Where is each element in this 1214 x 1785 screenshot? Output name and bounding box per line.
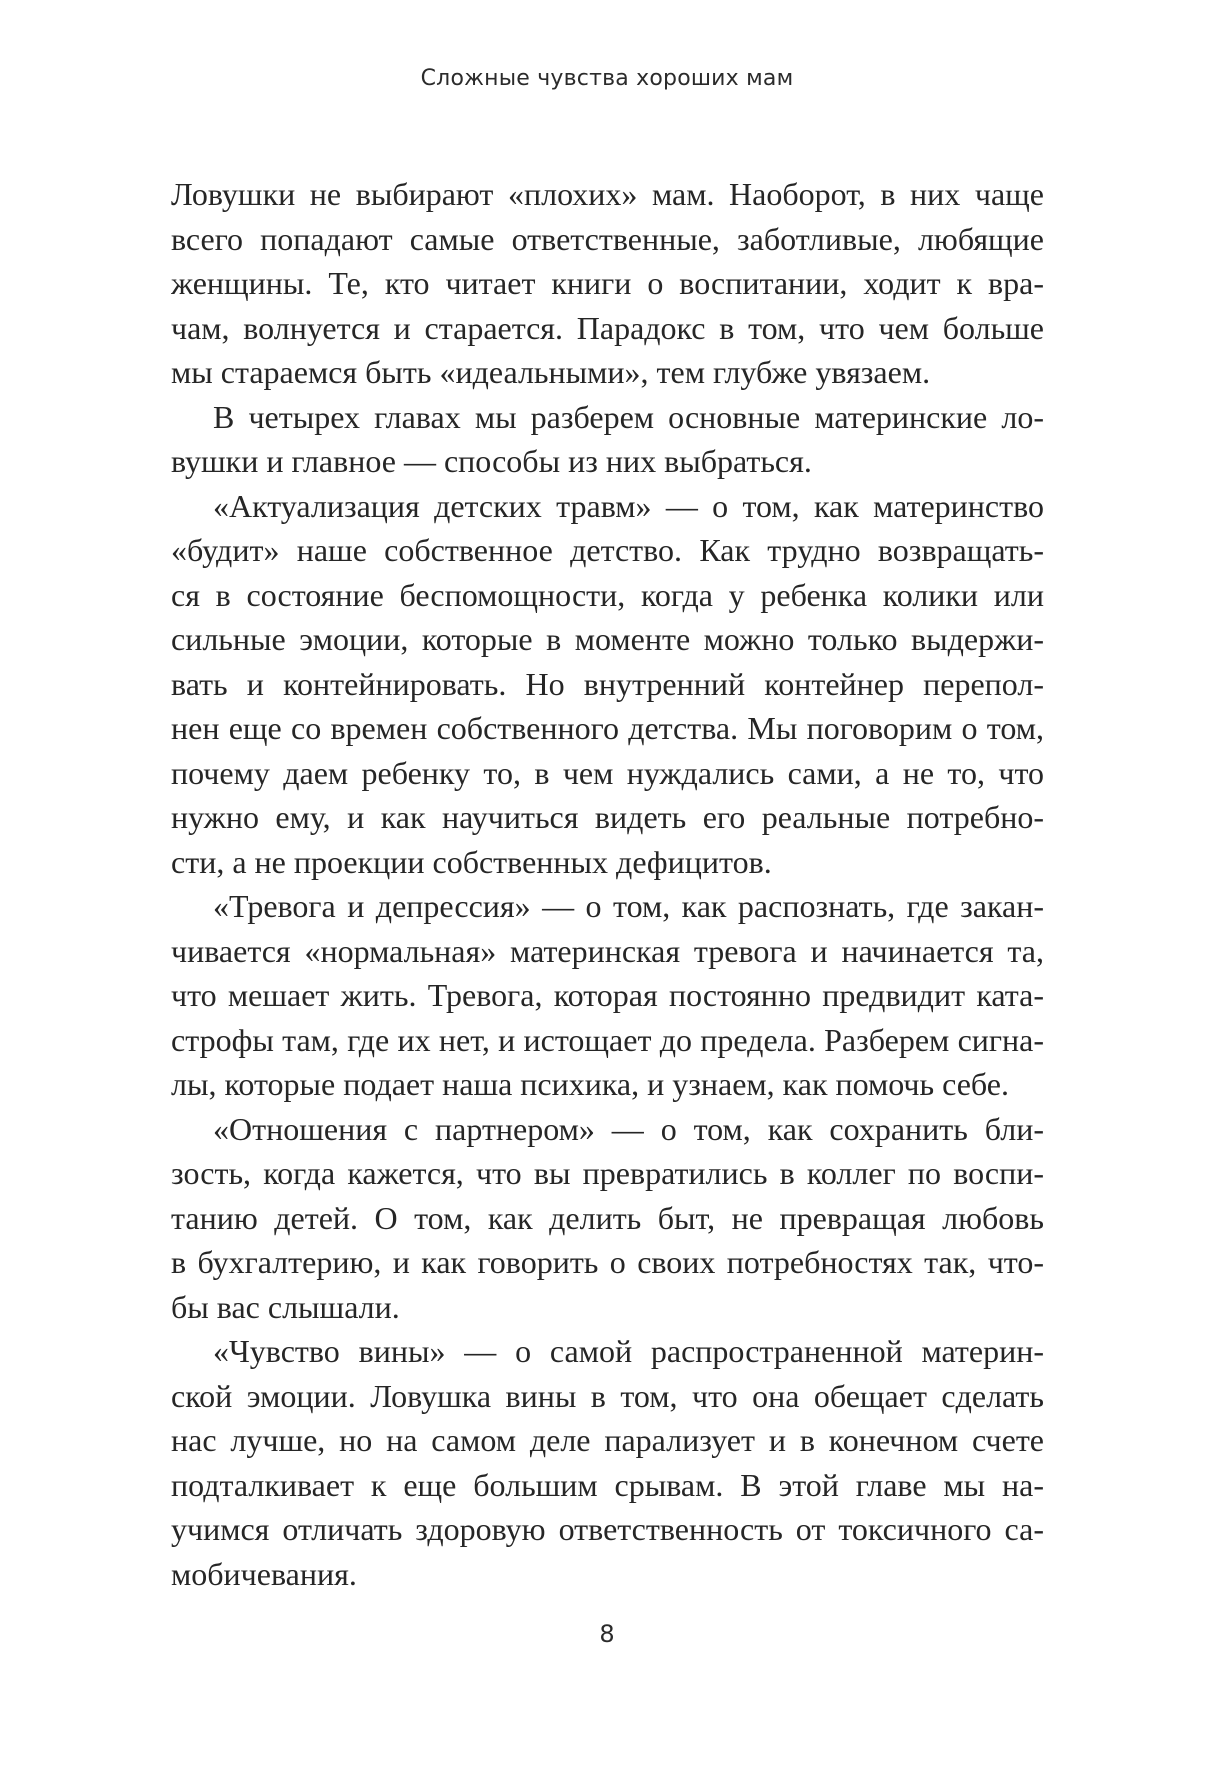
text-line: сти, а не проекции собственных дефицитов. [171,843,772,880]
text-line: нас лучше, но на самом деле парализует и в конечном счете [171,1422,1044,1458]
running-head: Сложные чувства хороших мам [420,66,794,91]
text-line: нен еще со времен собственного детства. Мы поговорим о том, [171,710,1044,746]
paragraph [171,172,1044,395]
text-line: подталкивает к еще большим срывам. В этой главе мы на- [171,1466,1044,1503]
page-number: 8 [599,1620,615,1648]
text-line: всего попадают самые ответственные, заботливые, любящие [171,220,1044,257]
paragraph [171,484,1044,885]
text-line: мы стараемся быть «идеальными», тем глубже увязаем. [171,354,931,390]
text-line: почему даем ребенку то, в чем нуждались сами, а не то, что [171,754,1044,791]
paragraph [171,1329,1044,1596]
text-line: В четырех главах мы разберем основные материнские ло- [213,398,1044,435]
text-line: вать и контейнировать. Но внутренний контейнер перепол- [171,665,1044,702]
paragraph [171,884,1044,1107]
paragraph [171,395,1044,484]
text-line: лы, которые подает наша психика, и узнаем, как помочь себе. [171,1066,1009,1102]
text-line: чивается «нормальная» материнская тревога и начинается та, [171,932,1044,969]
paragraph [171,1107,1044,1330]
text-line: «Отношения с партнером» — о том, как сохранить бли- [213,1110,1044,1147]
text-line: «Актуализация детских травм» — о том, как материнство [213,487,1044,524]
text-line: «будит» наше собственное детство. Как трудно возвращать- [171,532,1044,568]
text-line: сильные эмоции, которые в моменте можно только выдержи- [171,621,1044,657]
text-line: ся в состояние беспомощности, когда у ребенка колики или [171,576,1044,613]
text-line: чам, волнуется и старается. Парадокс в том, что чем больше [171,309,1044,346]
text-line: зость, когда кажется, что вы превратились в коллег по воспи- [171,1155,1044,1191]
text-line: танию детей. О том, как делить быт, не превращая любовь [171,1199,1044,1236]
text-line: нужно ему, и как научиться видеть его реальные потребно- [171,799,1044,835]
text-line: мобичевания. [171,1555,357,1592]
body-text [171,172,1044,1596]
text-line: женщины. Те, кто читает книги о воспитании, ходит к вра- [171,265,1044,301]
text-line: в бухгалтерию, и как говорить о своих потребностях так, что- [171,1244,1044,1280]
text-line: ской эмоции. Ловушка вины в том, что она обещает сделать [171,1377,1044,1414]
text-line: строфы там, где их нет, и истощает до предела. Разберем сигна- [171,1021,1044,1058]
text-line: «Чувство вины» — о самой распространенной материн- [213,1333,1044,1369]
text-line: что мешает жить. Тревога, которая постоянно предвидит ката- [171,977,1044,1013]
text-line: Ловушки не выбирают «плохих» мам. Наоборот, в них чаще [171,176,1044,212]
text-line: учимся отличать здоровую ответственность от токсичного са- [171,1511,1044,1547]
text-line: бы вас слышали. [171,1288,400,1325]
text-line: «Тревога и депрессия» — о том, как распознать, где закан- [213,888,1044,924]
text-line: вушки и главное — способы из них выбраться. [171,443,812,479]
